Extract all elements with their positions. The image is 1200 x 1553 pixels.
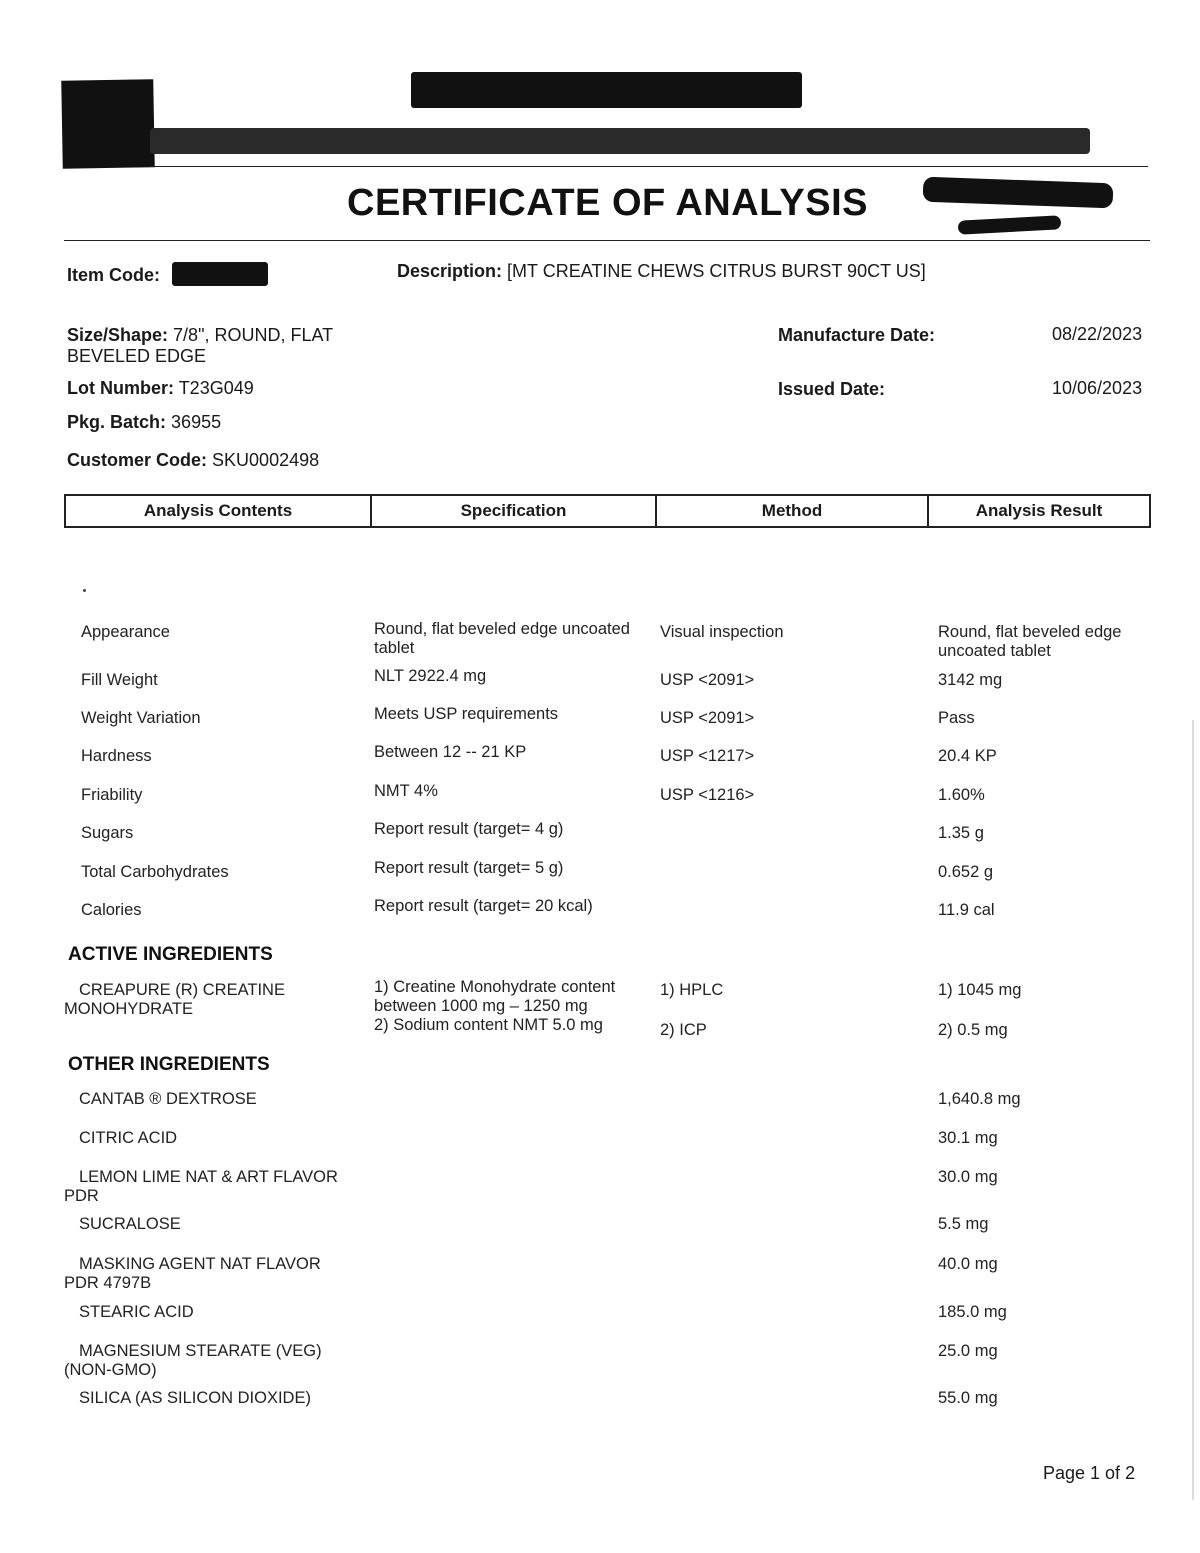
active-spec: [374, 978, 615, 1035]
test-spec: NMT 4%: [374, 782, 438, 800]
ingredient-name-line2: PDR: [64, 1187, 99, 1205]
ingredient-result: 40.0 mg: [938, 1255, 998, 1273]
ingredient-result: 185.0 mg: [938, 1303, 1007, 1321]
test-spec: Round, flat beveled edge uncoated tablet: [374, 620, 630, 657]
active-content-line2: MONOHYDRATE: [64, 1000, 193, 1018]
ingredient-name-line2: (NON-GMO): [64, 1361, 157, 1379]
test-spec: Between 12 -- 21 KP: [374, 743, 527, 761]
manufacture-date-label: Manufacture Date:: [778, 325, 936, 345]
ingredient-name: SILICA (AS SILICON DIOXIDE): [79, 1389, 311, 1407]
pkg-batch-label: Pkg. Batch:: [67, 412, 167, 432]
test-content: Fill Weight: [81, 671, 158, 689]
active-method-1: 1) HPLC: [660, 981, 724, 999]
active-content: [64, 981, 285, 1019]
test-spec: Report result (target= 20 kcal): [374, 897, 593, 915]
customer-code: [67, 450, 319, 471]
issued-date-label: Issued Date:: [778, 379, 886, 399]
test-result: 11.9 cal: [938, 901, 995, 919]
test-spec: Report result (target= 5 g): [374, 859, 564, 877]
test-content: Appearance: [81, 623, 170, 641]
ingredient-name: CANTAB ® DEXTROSE: [79, 1090, 257, 1108]
redacted-address-band: [150, 128, 1090, 154]
test-content: Hardness: [81, 747, 152, 765]
test-method: USP <2091>: [660, 709, 755, 727]
item-code-label: Item Code:: [67, 265, 161, 285]
ingredient-name: SUCRALOSE: [79, 1215, 181, 1233]
ingredient-result: 5.5 mg: [938, 1215, 989, 1233]
ingredient-name-line1: LEMON LIME NAT & ART FLAVOR: [79, 1168, 338, 1186]
active-result-2: 2) 0.5 mg: [938, 1021, 1008, 1039]
active-result-1: 1) 1045 mg: [938, 981, 1022, 999]
active-spec-line1: 1) Creatine Monohydrate content: [374, 978, 616, 996]
column-header-analysis-contents: Analysis Contents: [66, 496, 372, 526]
test-content: Calories: [81, 901, 142, 919]
active-content-line1: CREAPURE (R) CREATINE: [79, 981, 285, 999]
size-shape-value-cont: BEVELED EDGE: [67, 346, 207, 366]
page-number: Page 1 of 2: [1043, 1463, 1136, 1483]
test-result: Round, flat beveled edge uncoated tablet: [938, 623, 1122, 660]
ingredient-result: 25.0 mg: [938, 1342, 998, 1360]
test-spec: Meets USP requirements: [374, 705, 559, 723]
test-result: 1.60%: [938, 786, 985, 804]
lot-number: [67, 378, 254, 399]
redacted-company-name: [411, 72, 802, 108]
page-title: CERTIFICATE OF ANALYSIS: [347, 182, 869, 224]
test-result: Pass: [938, 709, 975, 727]
ingredient-name: [64, 1342, 322, 1380]
ingredient-name: CITRIC ACID: [79, 1129, 178, 1147]
active-spec-line3: 2) Sodium content NMT 5.0 mg: [374, 1016, 603, 1034]
customer-code-label: Customer Code:: [67, 450, 208, 470]
item-code: [67, 265, 160, 286]
size-shape-value: 7/8", ROUND, FLAT: [173, 325, 334, 345]
manufacture-date-value: 08/22/2023: [1052, 324, 1143, 344]
ingredient-name-line1: MASKING AGENT NAT FLAVOR: [79, 1255, 321, 1273]
test-spec: Report result (target= 4 g): [374, 820, 564, 838]
test-spec: NLT 2922.4 mg: [374, 667, 487, 685]
redacted-stamp-bottom: [958, 215, 1062, 234]
pkg-batch: [67, 412, 221, 433]
lot-number-label: Lot Number:: [67, 378, 174, 398]
redacted-item-code: [172, 262, 268, 286]
customer-code-value: SKU0002498: [212, 450, 320, 470]
active-method-2: 2) ICP: [660, 1021, 707, 1039]
ingredient-name: [64, 1168, 338, 1206]
column-header-method: Method: [657, 496, 929, 526]
table-header: [64, 494, 1151, 528]
size-shape: [67, 325, 333, 367]
header-rule-bottom: [64, 240, 1150, 241]
stray-mark: [83, 589, 86, 592]
test-content: Weight Variation: [81, 709, 201, 727]
ingredient-name-line1: MAGNESIUM STEARATE (VEG): [79, 1342, 322, 1360]
test-result: 20.4 KP: [938, 747, 997, 765]
test-method: USP <1216>: [660, 786, 755, 804]
other-ingredients-heading: OTHER INGREDIENTS: [68, 1054, 270, 1075]
ingredient-name-line2: PDR 4797B: [64, 1274, 152, 1292]
column-header-analysis-result: Analysis Result: [975, 501, 1103, 520]
pkg-batch-value: 36955: [171, 412, 222, 432]
redacted-stamp-top: [923, 177, 1114, 209]
test-result: 3142 mg: [938, 671, 1003, 689]
test-content: Sugars: [81, 824, 134, 842]
column-header-specification: Specification: [372, 496, 657, 526]
test-result: 0.652 g: [938, 863, 994, 881]
active-ingredients-heading: ACTIVE INGREDIENTS: [68, 944, 273, 965]
header-rule-top: [150, 166, 1148, 167]
description: [397, 261, 926, 282]
description-label: Description:: [397, 261, 503, 281]
ingredient-name: STEARIC ACID: [79, 1303, 194, 1321]
test-result: 1.35 g: [938, 824, 984, 842]
lot-number-value: T23G049: [178, 378, 254, 398]
test-method: Visual inspection: [660, 623, 784, 641]
test-content: Friability: [81, 786, 143, 804]
description-value: [MT CREATINE CHEWS CITRUS BURST 90CT US]: [507, 261, 926, 281]
ingredient-result: 55.0 mg: [938, 1389, 998, 1407]
ingredient-result: 30.1 mg: [938, 1129, 998, 1147]
test-method: USP <2091>: [660, 671, 755, 689]
issued-date-value: 10/06/2023: [1052, 378, 1143, 398]
ingredient-result: 1,640.8 mg: [938, 1090, 1021, 1108]
test-method: USP <1217>: [660, 747, 755, 765]
ingredient-result: 30.0 mg: [938, 1168, 998, 1186]
scan-edge: [1192, 720, 1194, 1500]
test-content: Total Carbohydrates: [81, 863, 229, 881]
active-spec-line2: between 1000 mg – 1250 mg: [374, 997, 588, 1015]
size-shape-label: Size/Shape:: [67, 325, 169, 345]
ingredient-name: [64, 1255, 321, 1293]
redacted-logo: [61, 79, 155, 169]
